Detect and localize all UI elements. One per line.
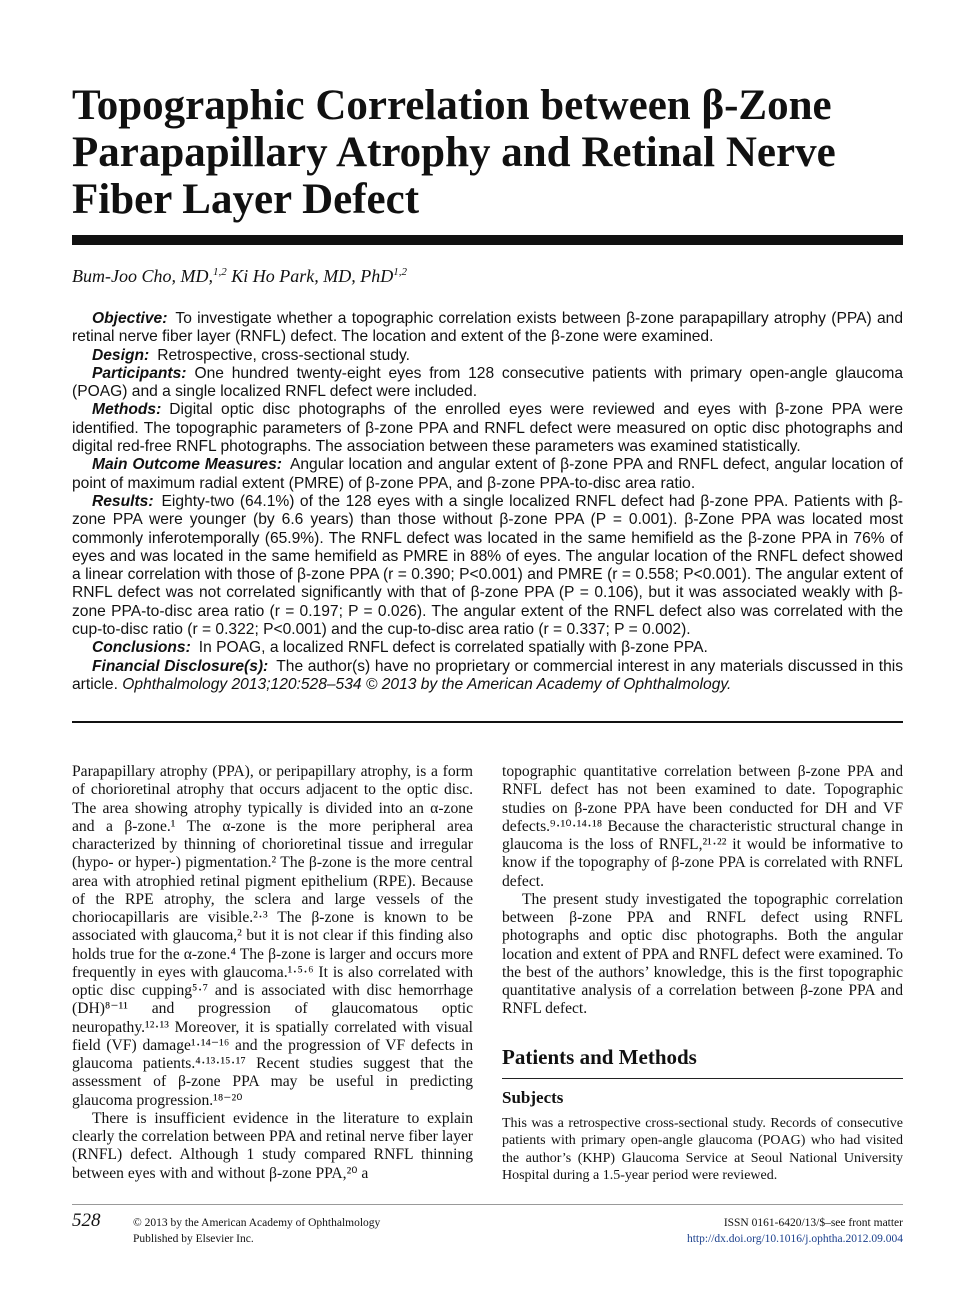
abstract-label: Objective: bbox=[92, 310, 168, 327]
body-column-right bbox=[502, 763, 903, 1185]
body-column-left bbox=[72, 763, 473, 1183]
publisher-notice: Published by Elsevier Inc. bbox=[133, 1233, 254, 1245]
abstract-results bbox=[72, 493, 903, 639]
issn: ISSN 0161-6420/13/$–see front matter bbox=[723, 1217, 903, 1229]
abstract-text: In POAG, a localized RNFL defect is correlated spatially with β-zone PPA. bbox=[198, 639, 708, 657]
footer-right bbox=[687, 1215, 903, 1247]
abstract-objective bbox=[72, 310, 903, 347]
title-rule bbox=[72, 235, 903, 245]
section-heading: Patients and Methods bbox=[502, 1044, 697, 1069]
author-affiliation: 1,2 bbox=[212, 266, 227, 278]
article-title: Topographic Correlation between β-Zone Parapapillary Atrophy and Retinal Nerve Fiber Layer Defect bbox=[72, 82, 836, 223]
abstract-disclosure bbox=[72, 658, 903, 695]
section-rule bbox=[502, 1078, 903, 1079]
footer-rule bbox=[72, 1204, 903, 1205]
abstract-label: Participants: bbox=[92, 364, 187, 382]
abstract-label: Methods: bbox=[92, 401, 162, 419]
footer-left bbox=[133, 1215, 380, 1247]
author-name[interactable]: Bum-Joo Cho, MD, bbox=[72, 266, 213, 286]
abstract-label: Financial Disclosure(s): bbox=[92, 657, 269, 675]
author-name[interactable]: Ki Ho Park, MD, PhD bbox=[226, 266, 394, 286]
abstract-conclusions bbox=[72, 639, 903, 657]
author-affiliation: 1,2 bbox=[393, 266, 407, 278]
abstract-text: Angular location and angular extent of β-zone PPA and RNFL defect, angular location of point of maximum radial extent (PMRE) of β-zone PPA, and β-zone PPA-to-disc area ratio. bbox=[72, 456, 903, 492]
body-paragraph: There is insufficient evidence in the literature to explain clearly the correlation between PPA and retinal nerve fiber layer (RNFL) defect. Although 1 study compared RNFL thinning between eyes with and without β-zone PPA,²⁰ a bbox=[72, 1109, 473, 1182]
subsection-heading: Subjects bbox=[502, 1087, 564, 1107]
doi-link[interactable]: http://dx.doi.org/10.1016/j.ophtha.2012.09.004 bbox=[686, 1233, 903, 1245]
abstract-label: Results: bbox=[92, 492, 154, 510]
abstract-methods bbox=[72, 401, 903, 456]
body-paragraph: topographic quantitative correlation between β-zone PPA and RNFL defect has not been examined to date. Topographic studies on β-zone PPA have been conducted for DH and VF defects.⁹·¹⁰·¹⁴·¹⁸ Because the characteristic structural change in glaucoma is the loss of RNFL,²¹·²² it would be informative to know if the topography of β-zone PPA is correlated with RNFL defect. bbox=[502, 763, 903, 890]
abstract-rule bbox=[72, 721, 903, 723]
journal-citation[interactable]: Ophthalmology 2013;120:528–534 © 2013 by the American Academy of Ophthalmology. bbox=[122, 675, 732, 693]
abstract-text: To investigate whether a topographic correlation exists between β-zone parapapillary atrophy (PPA) and retinal nerve fiber layer (RNFL) defect. The location and extent of the β-zone were examined. bbox=[72, 310, 903, 346]
abstract-outcome bbox=[72, 456, 903, 493]
abstract bbox=[72, 310, 903, 694]
abstract-label: Conclusions: bbox=[92, 639, 191, 657]
body-paragraph: This was a retrospective cross-sectional study. Records of consecutive patients with primary open-angle glaucoma (POAG) who had visited the author’s (KHP) Glaucoma Service at Seoul National University Hospital during a 1.5-year period were reviewed. bbox=[502, 1115, 903, 1183]
abstract-text: Digital optic disc photographs of the enrolled eyes were reviewed and eyes with β-zone PPA were identified. The topographic parameters of β-zone PPA and RNFL defect were measured on optic disc photographs and digital red-free RNFL photographs. The association between these parameters was examined statistically. bbox=[72, 401, 903, 456]
abstract-label: Main Outcome Measures: bbox=[92, 456, 282, 474]
abstract-text: Eighty-two (64.1%) of the 128 eyes with a single localized RNFL defect had β-zone PPA. Patients with β-zone PPA were younger (by 6.6 years) than those without β-zone PPA (P = 0.001). β-Zone PPA was located most commonly inferotemporally (65.9%). The RNFL defect was located in the same hemifield as the β-zone PPA in 76% of eyes and was located in the same hemifield as PMRE in 88% of eyes. The angular location of the RNFL defect showed a linear correlation with those of β-zone PPA (r = 0.390; P<0.001) and PMRE (r = 0.558; P<0.001). The angular extent of RNFL defect was not correlated significantly with that of β-zone PPA (P = 0.106), but it was associated weakly with β-zone PPA-to-disc area ratio (r = 0.197; P = 0.026). The angular extent of the RNFL defect also was correlated with the cup-to-disc ratio (r = 0.322; P<0.001) and the cup-to-disc area ratio (r = 0.337; P = 0.002). bbox=[72, 492, 903, 639]
abstract-text: Retrospective, cross-sectional study. bbox=[157, 346, 410, 364]
body-paragraph: Parapapillary atrophy (PPA), or peripapillary atrophy, is a form of chorioretinal atrophy that occurs adjacent to the optic disc. The area showing atrophy typically is divided into an α-zone and a β-zone.¹ The α-zone is the more peripheral area characterized by thinning of chorioretinal tissue and irregular (hypo- or hyper-) pigmentation.² The β-zone is the more central area with atrophied retinal pigment epithelium (RPE). Because of the RPE atrophy, the sclera and large vessels of the choriocapillaris are visible.²·³ The β-zone is known to be associated with glaucoma,² but it is not clear if this finding also holds true for the α-zone.⁴ The β-zone is larger and occurs more frequently in eyes with glaucoma.¹·⁵·⁶ It is also correlated with optic disc cupping⁵·⁷ and is associated with disc hemorrhage (DH)⁸⁻¹¹ and progression of glaucomatous optic neuropathy.¹²·¹³ Moreover, it is spatially correlated with visual field (VF) damage¹·¹⁴⁻¹⁶ and the progression of VF defects in glaucoma patients.⁴·¹³·¹⁵·¹⁷ Recent studies suggest that the assessment of β-zone PPA may be useful in predicting glaucoma progression.¹⁸⁻²⁰ bbox=[72, 763, 473, 1109]
abstract-text: The author(s) have no proprietary or commercial interest in any materials discussed in this article. bbox=[72, 657, 904, 693]
abstract-participants bbox=[72, 365, 903, 402]
copyright-notice: © 2013 by the American Academy of Ophthalmology bbox=[133, 1217, 381, 1229]
body-paragraph: The present study investigated the topographic correlation between β-zone PPA and RNFL defect using RNFL photographs and optic disc photographs. Both the angular location and extent of PPA and RNFL defect were examined. To the best of the authors’ knowledge, this is the first topographic quantitative analysis of a correlation between β-zone PPA and RNFL defect. bbox=[502, 890, 903, 1018]
abstract-label: Design: bbox=[92, 346, 150, 364]
abstract-design bbox=[72, 347, 903, 365]
abstract-text: One hundred twenty-eight eyes from 128 consecutive patients with primary open-angle glaucoma (POAG) and a single localized RNFL defect were included. bbox=[72, 364, 903, 401]
page-number: 528 bbox=[72, 1210, 101, 1231]
author-line bbox=[72, 266, 407, 287]
